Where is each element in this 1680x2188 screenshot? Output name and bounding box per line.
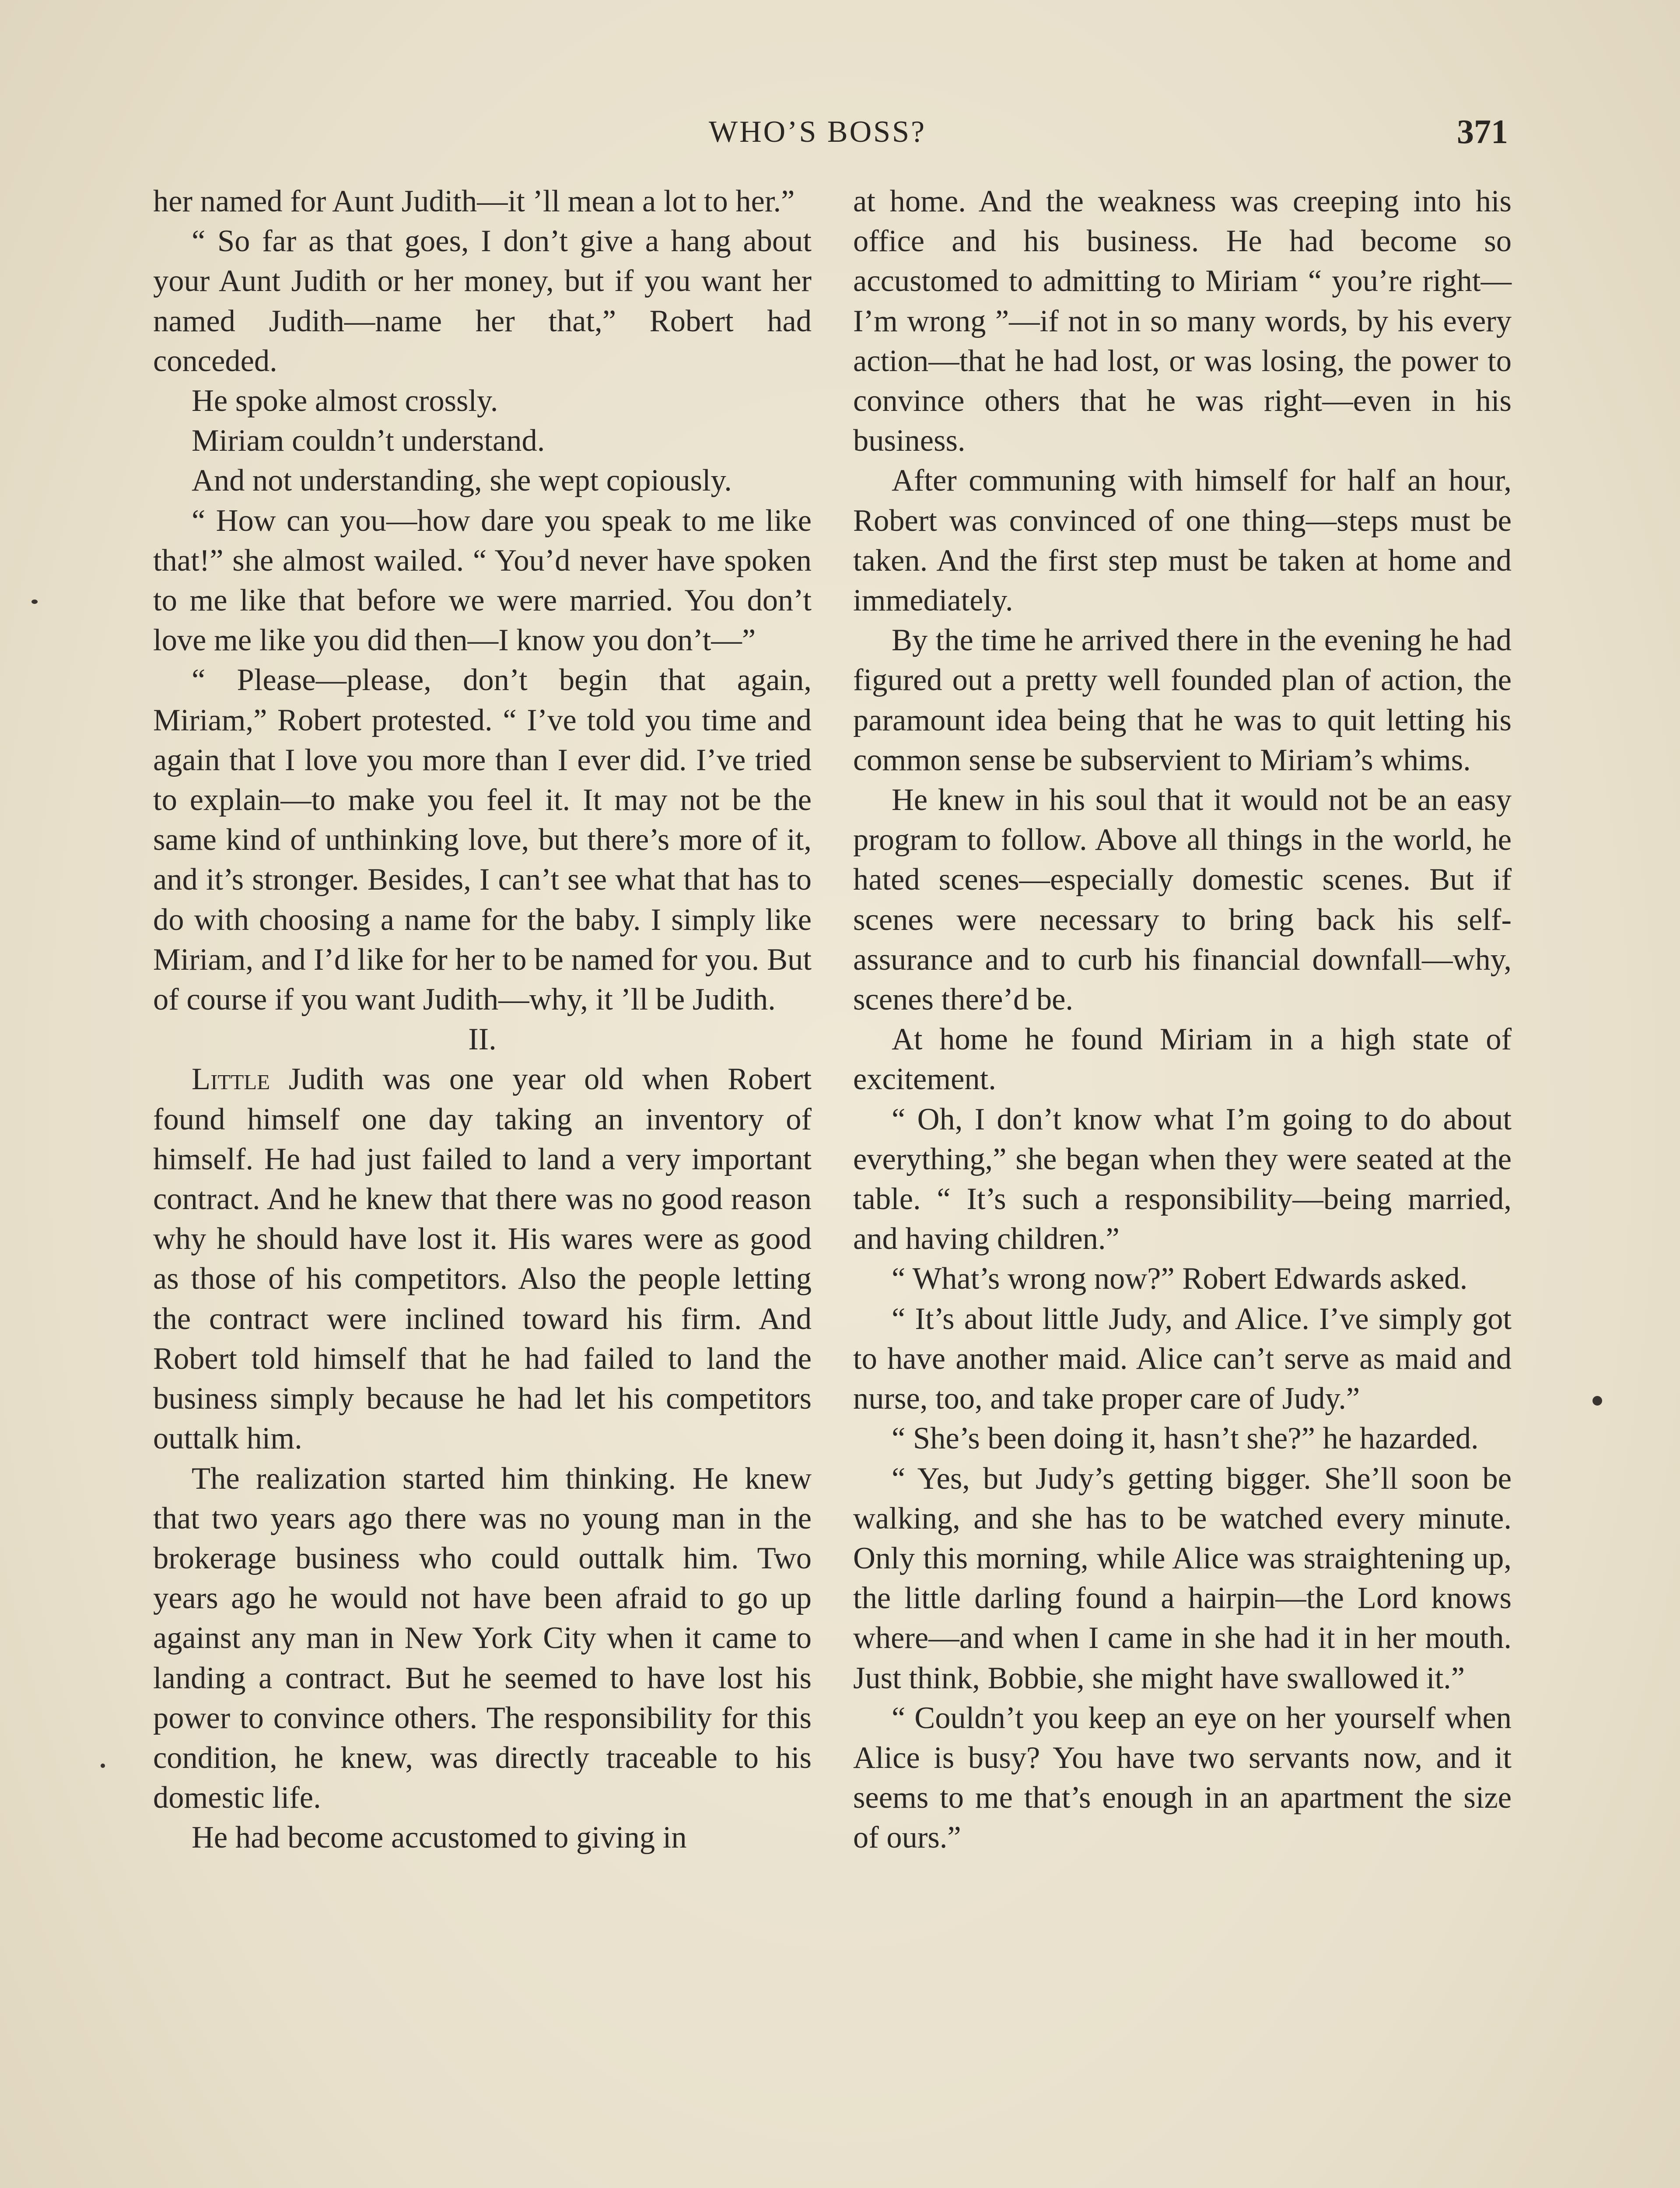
paragraph: “ How can you—how dare you speak to me like that!” she almost wailed. “ You’d never have spoken to me like that before we were married. You don’t love me like you did then—I know you don’t—” bbox=[153, 503, 812, 658]
paragraph: “ She’s been doing it, hasn’t she?” he hazarded. bbox=[892, 1421, 1479, 1456]
paragraph: By the time he arrived there in the evening he had figured out a pretty well founded plan of action, the paramount idea being that he was to quit letting his common sense be subservient to Miriam’s whims. bbox=[853, 623, 1512, 777]
paragraph: “ Couldn’t you keep an eye on her yourself when Alice is busy? You have two servants now, and it seems to me that’s enough in an apartment the size of ours.” bbox=[853, 1701, 1512, 1855]
running-head: WHO’S BOSS? bbox=[709, 115, 927, 149]
page-number: 371 bbox=[1457, 112, 1508, 151]
paragraph: “ It’s about little Judy, and Alice. I’ve simply got to have another maid. Alice can’t serve as maid and nurse, too, and take proper care of Judy.” bbox=[853, 1301, 1512, 1416]
right-column bbox=[853, 182, 1512, 1858]
paragraph: “ Yes, but Judy’s getting bigger. She’ll soon be walking, and she has to be watched every minute. Only this morning, while Alice was straightening up, the little darling found a hairpin—the Lord knows where—and when I came in she had it in her mouth. Just think, Bobbie, she might have swallowed it.” bbox=[853, 1461, 1512, 1695]
paragraph: He spoke almost crossly. bbox=[192, 384, 498, 418]
paragraph: “ What’s wrong now?” Robert Edwards asked. bbox=[892, 1262, 1468, 1296]
paragraph: After communing with himself for half an hour, Robert was convinced of one thing—steps must be taken. And the first step must be taken at home and immediately. bbox=[853, 463, 1512, 618]
section-lead-paragraph bbox=[153, 1059, 812, 1459]
paragraph: At home he found Miriam in a high state of excitement. bbox=[853, 1022, 1512, 1097]
paragraph: Miriam couldn’t understand. bbox=[192, 424, 545, 458]
left-column bbox=[153, 182, 812, 1858]
section-lead-text: Judith was one year old when Robert found himself one day taking an inventory of himself. He had just failed to land a very important contract. And he knew that there was no good reason why he should have lost it. His wares were as good as those of his competitors. Also the people letting the contract were inclined toward his firm. And Robert told himself that he had failed to land the business simply because he had let his competitors outtalk him. bbox=[153, 1062, 812, 1456]
paragraph: her named for Aunt Judith—it ’ll mean a lot to her.” bbox=[153, 184, 795, 218]
paragraph: He had become accustomed to giving in bbox=[192, 1820, 687, 1855]
paragraph: “ Please—please, don’t begin that again, Miriam,” Robert protested. “ I’ve told you time and again that I love you more than I ever did. I’ve tried to explain—to make you feel it. It may not be the same kind of unthinking love, but there’s more of it, and it’s stronger. Besides, I can’t see what that has to do with choosing a name for the baby. I simply like Miriam, and I’d like for her to be named for you. But of course if you want Judith—why, it ’ll be Judith. bbox=[153, 663, 812, 1017]
paragraph: He knew in his soul that it would not be an easy program to follow. Above all things in the world, he hated scenes—especially domestic scenes. But if scenes were necessary to bring back his self-assurance and to curb his financial downfall—why, scenes there’d be. bbox=[853, 783, 1512, 1017]
print-speck bbox=[32, 600, 38, 604]
paragraph: “ So far as that goes, I don’t give a hang about your Aunt Judith or her money, but if you want her named Judith—name her that,” Robert had conceded. bbox=[153, 224, 812, 378]
print-speck bbox=[101, 1764, 105, 1768]
paragraph: The realization started him thinking. He knew that two years ago there was no young man in the brokerage business who could outtalk him. Two years ago he would not have been afraid to go up against any man in New York City when it came to landing a contract. But he seemed to have lost his power to convince others. The responsibility for this condition, he knew, was directly traceable to his domestic life. bbox=[153, 1461, 812, 1815]
paragraph: at home. And the weakness was creeping into his office and his business. He had become so accustomed to admitting to Miriam “ you’re right—I’m wrong ”—if not in so many words, by his every action—that he had lost, or was losing, the power to convince others that he was right—even in his business. bbox=[853, 184, 1512, 458]
small-caps-lead-word: Little bbox=[192, 1062, 270, 1097]
section-heading: II. bbox=[468, 1022, 497, 1057]
paragraph: “ Oh, I don’t know what I’m going to do about everything,” she began when they were seated at the table. “ It’s such a responsibility—being married, and having children.” bbox=[853, 1102, 1512, 1256]
paragraph: And not understanding, she wept copiously. bbox=[192, 463, 732, 498]
print-speck bbox=[1592, 1396, 1602, 1406]
